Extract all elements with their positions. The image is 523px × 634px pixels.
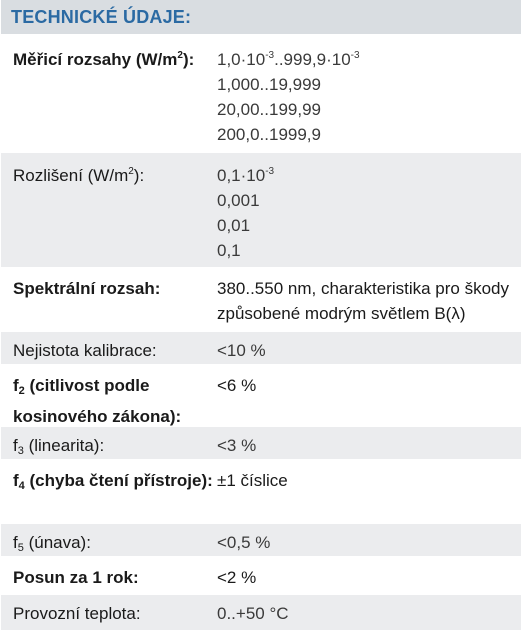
spec-label-annual-drift: Posun za 1 rok: bbox=[13, 568, 139, 587]
label-subscript: 2 bbox=[18, 385, 25, 397]
spec-value-resolution bbox=[213, 159, 521, 263]
spectral-range-text: 380..550 nm, charakteristika pro škody způsobené modrým světlem B(λ) bbox=[217, 279, 509, 323]
label-f: f bbox=[13, 533, 18, 552]
spec-label-measuring-ranges bbox=[13, 43, 213, 146]
label-subscript: 5 bbox=[17, 542, 24, 554]
spec-row-f3 bbox=[1, 424, 521, 459]
spec-row-f5 bbox=[1, 521, 521, 556]
label-text: Měřicí rozsahy (W/m bbox=[13, 50, 178, 69]
spec-label-spectral-range: Spektrální rozsah: bbox=[13, 279, 161, 298]
label-text-end: ): bbox=[182, 50, 195, 69]
spec-label-operating-temperature: Provozní teplota: bbox=[13, 604, 141, 623]
resolution-line: 0,001 bbox=[217, 191, 260, 210]
spec-row-calibration-uncertainty bbox=[1, 329, 521, 364]
label-f: f bbox=[13, 436, 18, 455]
spec-value-calibration-uncertainty: <10 % bbox=[217, 341, 266, 360]
spec-value-operating-temperature: 0..+50 °C bbox=[217, 604, 289, 623]
label-text: (chyba čtení přístroje): bbox=[24, 471, 213, 490]
spec-value-f5: <0,5 % bbox=[217, 533, 271, 552]
label-text: (únava): bbox=[23, 533, 91, 552]
value-text: 0,1·10 bbox=[217, 166, 266, 185]
spec-value-f3: <3 % bbox=[217, 436, 257, 455]
spec-row-annual-drift bbox=[1, 556, 521, 592]
spec-row-spectral-range bbox=[1, 267, 521, 329]
resolution-line: 0,01 bbox=[217, 216, 251, 235]
label-subscript: 3 bbox=[17, 445, 24, 457]
resolution-line bbox=[217, 159, 521, 188]
label-text: Rozlišení (W/m bbox=[13, 166, 129, 185]
spec-value-f4: ±1 číslice bbox=[217, 471, 288, 490]
spec-label-resolution bbox=[13, 159, 213, 263]
value-superscript: -3 bbox=[265, 50, 275, 61]
range-line: 1,000..19,999 bbox=[217, 75, 321, 94]
range-line: 200,0..1999,9 bbox=[217, 125, 321, 144]
range-line bbox=[217, 43, 521, 72]
section-heading: TECHNICKÉ ÚDAJE: bbox=[11, 6, 192, 27]
label-text: (citlivost podle kosinového zákona): bbox=[13, 376, 182, 426]
label-superscript: 2 bbox=[177, 50, 183, 61]
spec-row-f2 bbox=[1, 364, 521, 424]
label-text: (linearita): bbox=[23, 436, 105, 455]
label-f: f bbox=[13, 471, 19, 490]
spec-row-operating-temperature bbox=[1, 592, 521, 630]
spec-label-f2 bbox=[13, 373, 213, 426]
spec-row-resolution bbox=[1, 150, 521, 267]
label-f: f bbox=[13, 376, 19, 395]
section-heading-bar bbox=[1, 0, 521, 34]
value-superscript: -3 bbox=[265, 166, 275, 177]
value-text: 1,0·10 bbox=[217, 50, 266, 69]
spec-value-annual-drift: <2 % bbox=[217, 568, 257, 587]
spec-label-calibration-uncertainty: Nejistota kalibrace: bbox=[13, 341, 157, 360]
spec-value-f2: <6 % bbox=[217, 376, 257, 395]
label-superscript: 2 bbox=[128, 166, 134, 177]
label-subscript: 4 bbox=[18, 480, 25, 492]
label-text-end: ): bbox=[133, 166, 145, 185]
spec-label-f3 bbox=[13, 433, 213, 455]
resolution-line: 0,1 bbox=[217, 241, 241, 260]
spec-value-spectral-range bbox=[213, 276, 521, 325]
value-text-mid: ..999,9·10 bbox=[274, 50, 351, 69]
spec-label-f4 bbox=[13, 468, 213, 517]
spec-row-measuring-ranges bbox=[1, 34, 521, 150]
value-superscript-2: -3 bbox=[350, 50, 360, 61]
spec-label-f5 bbox=[13, 530, 213, 552]
spec-value-measuring-ranges bbox=[213, 43, 521, 146]
spec-row-f4 bbox=[1, 459, 521, 521]
range-line: 20,00..199,99 bbox=[217, 100, 321, 119]
